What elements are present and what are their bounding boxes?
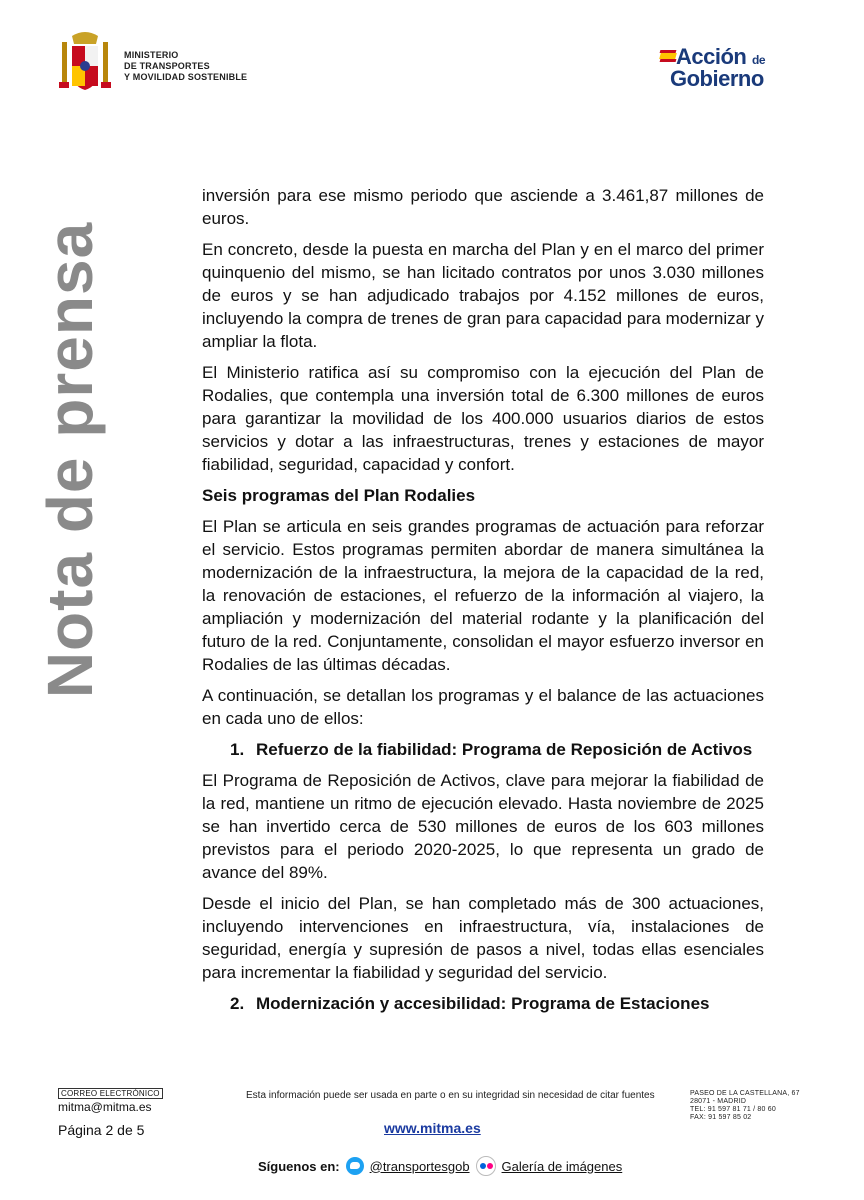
email-link[interactable]: mitma@mitma.es bbox=[58, 1100, 152, 1114]
accion-word: Acción bbox=[676, 44, 747, 69]
paragraph-1: inversión para ese mismo periodo que asciende a 3.461,87 millones de euros. bbox=[202, 186, 764, 228]
ministry-logo bbox=[56, 28, 276, 98]
press-release-body bbox=[202, 184, 764, 1023]
social-links bbox=[258, 1156, 622, 1176]
ministry-line-1: MINISTERIO bbox=[124, 50, 179, 60]
address-line-1: PASEO DE LA CASTELLANA, 67 bbox=[690, 1090, 800, 1097]
ministry-line-3: Y MOVILIDAD SOSTENIBLE bbox=[124, 72, 248, 82]
gallery-link[interactable]: Galería de imágenes bbox=[501, 1158, 623, 1174]
twitter-icon[interactable] bbox=[346, 1157, 364, 1175]
program-heading-1 bbox=[202, 738, 764, 761]
address-block bbox=[690, 1090, 800, 1122]
page-number: Página 2 de 5 bbox=[58, 1122, 145, 1138]
program-number-2: 2. bbox=[230, 994, 245, 1013]
address-line-2: 28071 - MADRID bbox=[690, 1098, 747, 1105]
twitter-link[interactable]: @transportesgob bbox=[369, 1158, 470, 1174]
follow-label: Síguenos en: bbox=[258, 1158, 340, 1174]
paragraph-5: A continuación, se detallan los programas y el balance de las actuaciones en cada uno de ellos: bbox=[202, 686, 764, 728]
program-title-2: Modernización y accesibilidad: Programa de Estaciones bbox=[256, 994, 710, 1013]
ministry-line-2: DE TRANSPORTES bbox=[124, 61, 210, 71]
gobierno-word: Gobierno bbox=[670, 66, 764, 91]
email-label: CORREO ELECTRÓNICO bbox=[58, 1088, 163, 1099]
coat-of-arms-icon bbox=[56, 28, 114, 96]
page-footer bbox=[0, 1080, 864, 1200]
program-number-1: 1. bbox=[230, 740, 245, 759]
spain-flag-icon bbox=[660, 50, 676, 62]
usage-notice: Esta información puede ser usada en parte o en su integridad sin necesidad de citar fuentes bbox=[246, 1090, 655, 1101]
accion-de-word: de bbox=[751, 53, 765, 67]
paragraph-7: Desde el inicio del Plan, se han completado más de 300 actuaciones, incluyendo intervenciones en infraestructura, vía, instalaciones de seguridad, energía y supresión de pasos a nivel, todas ellas esenciales para incrementar la fiabilidad y seguridad del servicio. bbox=[202, 894, 764, 982]
website-link[interactable]: www.mitma.es bbox=[384, 1120, 481, 1136]
address-line-3: TEL: 91 597 81 71 / 80 60 bbox=[690, 1106, 776, 1113]
nota-de-prensa-label bbox=[30, 221, 110, 699]
ministry-name bbox=[124, 50, 247, 83]
paragraph-2: En concreto, desde la puesta en marcha del Plan y en el marco del primer quinquenio del mismo, se han licitado contratos por unos 3.030 millones de euros y se han adjudicado trabajos por 4.152 millones de euros, incluyendo la compra de trenes de gran para capacidad para modernizar y ampliar la flota. bbox=[202, 240, 764, 351]
paragraph-6: El Programa de Reposición de Activos, clave para mejorar la fiabilidad de la red, mantiene un ritmo de ejecución elevado. Hasta noviembre de 2025 se han invertido cerca de 530 millones de euros de los 603 millones previstos para el periodo 2020-2025, lo que representa un grado de avance del 89%. bbox=[202, 771, 764, 882]
side-label-text: Nota de prensa bbox=[34, 221, 106, 699]
section-heading: Seis programas del Plan Rodalies bbox=[202, 486, 476, 505]
flickr-icon[interactable] bbox=[476, 1156, 496, 1176]
program-title-1: Refuerzo de la fiabilidad: Programa de Reposición de Activos bbox=[256, 740, 753, 759]
program-heading-2 bbox=[202, 992, 764, 1015]
paragraph-4: El Plan se articula en seis grandes programas de actuación para reforzar el servicio. Estos programas permiten abordar de manera simultánea la modernización de la infraestructura, la mejora de la capacidad de la red, la renovación de estaciones, el refuerzo de la información al viajero, la ampliación y modernización del material rodante y la planificación del futuro de la red. Conjuntamente, consolidan el mayor esfuerzo inversor en Rodalies de las últimas décadas. bbox=[202, 517, 764, 674]
address-line-4: FAX: 91 597 85 02 bbox=[690, 1114, 752, 1121]
paragraph-3: El Ministerio ratifica así su compromiso con la ejecución del Plan de Rodalies, que contempla una inversión total de 6.300 millones de euros para garantizar la movilidad de los 400.000 usuarios diarios de estos servicios y dotar a las infraestructuras, trenes y estaciones de mayor fiabilidad, seguridad, capacidad y confort. bbox=[202, 363, 764, 474]
accion-de-gobierno-logo bbox=[660, 44, 778, 94]
